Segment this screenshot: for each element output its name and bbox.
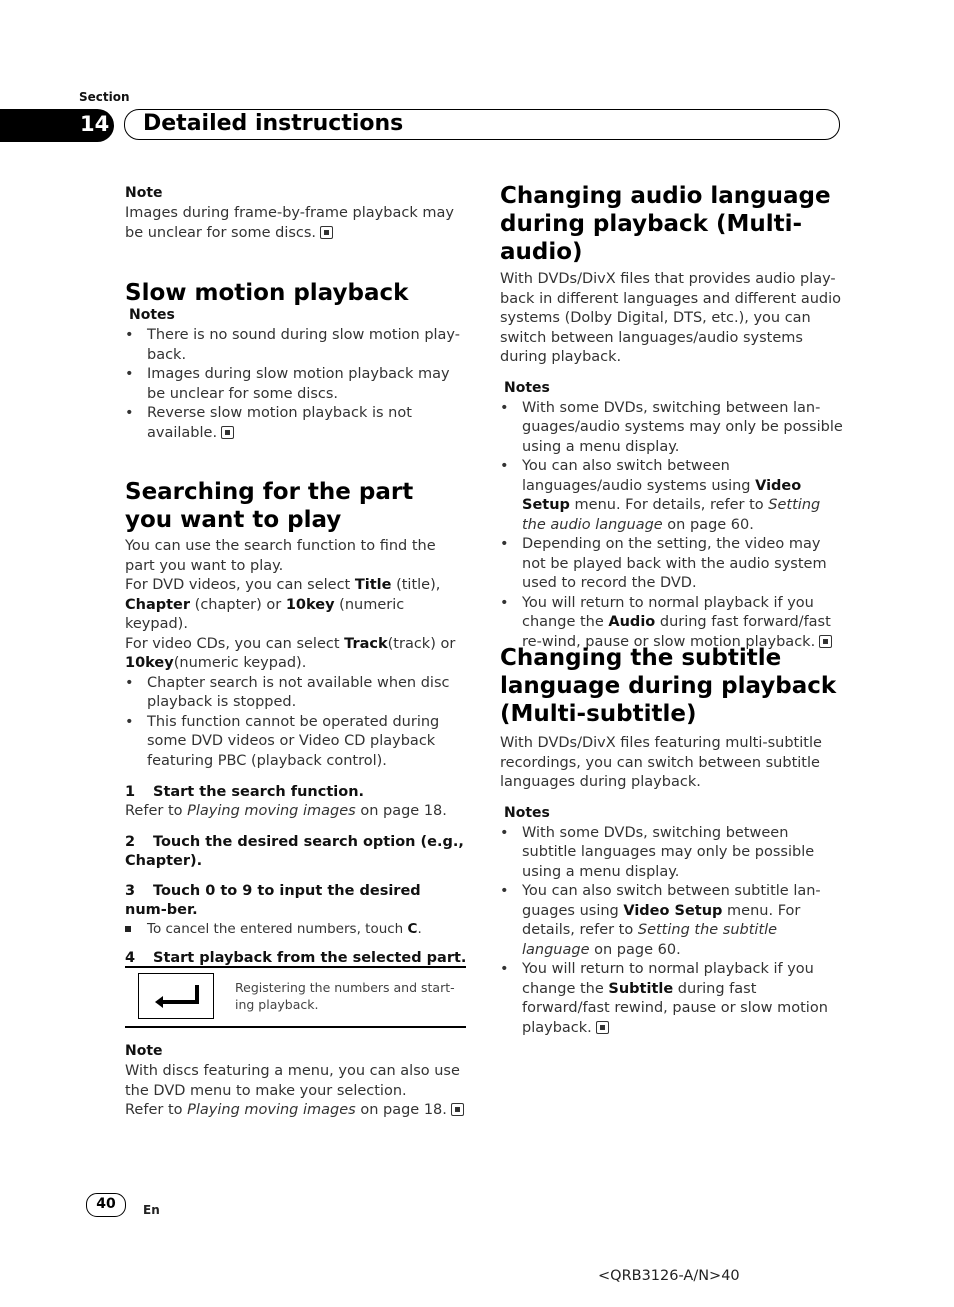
- document-code: <QRB3126-A/N>40: [598, 1268, 740, 1284]
- note-disc-menu: [125, 1043, 467, 1121]
- square-bullet-icon: [125, 926, 131, 932]
- slow-motion-section: [125, 279, 467, 443]
- step-2: 2 Touch the desired search option (e.g., Chapter).: [125, 833, 464, 869]
- section-number-badge: [0, 109, 114, 142]
- step-1: 1 Start the search function.: [125, 784, 365, 800]
- section-label: Section: [79, 90, 130, 104]
- paragraph: For DVD videos, you can select Title (title), Chapter (chapter) or 10key (numeric keypad).: [125, 577, 441, 632]
- end-mark-icon: [596, 1021, 609, 1034]
- list-item: • You can also switch between subtitle lan-guages using Video Setup menu. For details, refer to Setting the subtitle language on page 60.: [500, 883, 821, 958]
- notes-heading: Notes: [504, 804, 550, 821]
- section-number: 14: [80, 112, 110, 136]
- note-heading: Note: [125, 1043, 163, 1059]
- key-description: Registering the numbers and start-ing playback.: [235, 980, 455, 1012]
- chapter-title-bar: [124, 109, 840, 140]
- list-item: • Depending on the setting, the video may not be played back with the audio system used to record the DVD.: [500, 536, 827, 591]
- list-item: • You will return to normal playback if you change the Subtitle during fast forward/fast rewind, pause or slow motion playback.: [500, 961, 828, 1036]
- language-label: En: [143, 1203, 160, 1217]
- multi-audio-section: [500, 182, 843, 652]
- step-3: 3 Touch 0 to 9 to input the desired num-ber.: [125, 882, 421, 918]
- paragraph: For video CDs, you can select Track(track) or 10key(numeric keypad).: [125, 635, 456, 671]
- list-item: • Images during slow motion playback may be unclear for some discs.: [125, 366, 450, 402]
- note-frame-by-frame: [125, 185, 467, 243]
- section-heading: Changing audio language during playback (Multi-audio): [500, 183, 831, 265]
- list-item: • This function cannot be operated during some DVD videos or Video CD playback featuring PBC (playback control).: [125, 713, 440, 769]
- step-1-reference: Refer to Playing moving images on page 18.: [125, 803, 447, 819]
- list-item: • With some DVDs, switching between lan-guages/audio systems may only be possible using a menu display.: [500, 399, 843, 455]
- list-item: • You can also switch between languages/audio systems using Video Setup menu. For details, refer to Setting the audio language on page 60.: [500, 458, 821, 533]
- page-number: 40: [86, 1193, 126, 1217]
- paragraph: You can use the search function to find the part you want to play.: [125, 538, 436, 574]
- list-item: • You will return to normal playback if you change the Audio during fast forward/fast re-wind, pause or slow motion playback.: [500, 594, 831, 650]
- list-item: • Reverse slow motion playback is not available.: [125, 405, 412, 441]
- chapter-title: Detailed instructions: [143, 111, 404, 136]
- key-table: [125, 966, 466, 1028]
- note-text: Images during frame-by-frame playback may be unclear for some discs.: [125, 205, 454, 241]
- section-heading: Slow motion playback: [125, 280, 409, 306]
- end-mark-icon: [320, 226, 333, 239]
- list-item: • Chapter search is not available when disc playback is stopped.: [125, 674, 450, 710]
- note-text: With discs featuring a menu, you can also use the DVD menu to make your selection.: [125, 1063, 460, 1099]
- end-mark-icon: [451, 1103, 464, 1116]
- end-mark-icon: [221, 426, 234, 439]
- section-heading: Searching for the part you want to play: [125, 479, 414, 533]
- multi-subtitle-section: [500, 644, 843, 1038]
- notes-heading: Notes: [504, 379, 550, 396]
- note-heading: Note: [125, 185, 163, 201]
- note-reference: Refer to Playing moving images on page 18.: [125, 1101, 467, 1121]
- search-section: [125, 478, 467, 968]
- section-heading: Changing the subtitle language during playback (Multi-subtitle): [500, 645, 837, 727]
- list-item: • With some DVDs, switching between subtitle languages may only be possible using a menu display.: [500, 824, 815, 880]
- paragraph: With DVDs/DivX files that provides audio play-back in different languages and different audio systems (Dolby Digital, DTS, etc.), you can switch between languages/audio systems during playback.: [500, 271, 842, 365]
- step-3-subnote: To cancel the entered numbers, touch C.: [125, 920, 467, 939]
- notes-heading: Notes: [129, 307, 175, 323]
- list-item: • There is no sound during slow motion play-back.: [125, 327, 460, 363]
- paragraph: With DVDs/DivX files featuring multi-subtitle recordings, you can switch between subtitle languages during playback.: [500, 735, 822, 790]
- enter-key-icon: [138, 973, 214, 1019]
- step-4: 4 Start playback from the selected part.: [125, 949, 467, 966]
